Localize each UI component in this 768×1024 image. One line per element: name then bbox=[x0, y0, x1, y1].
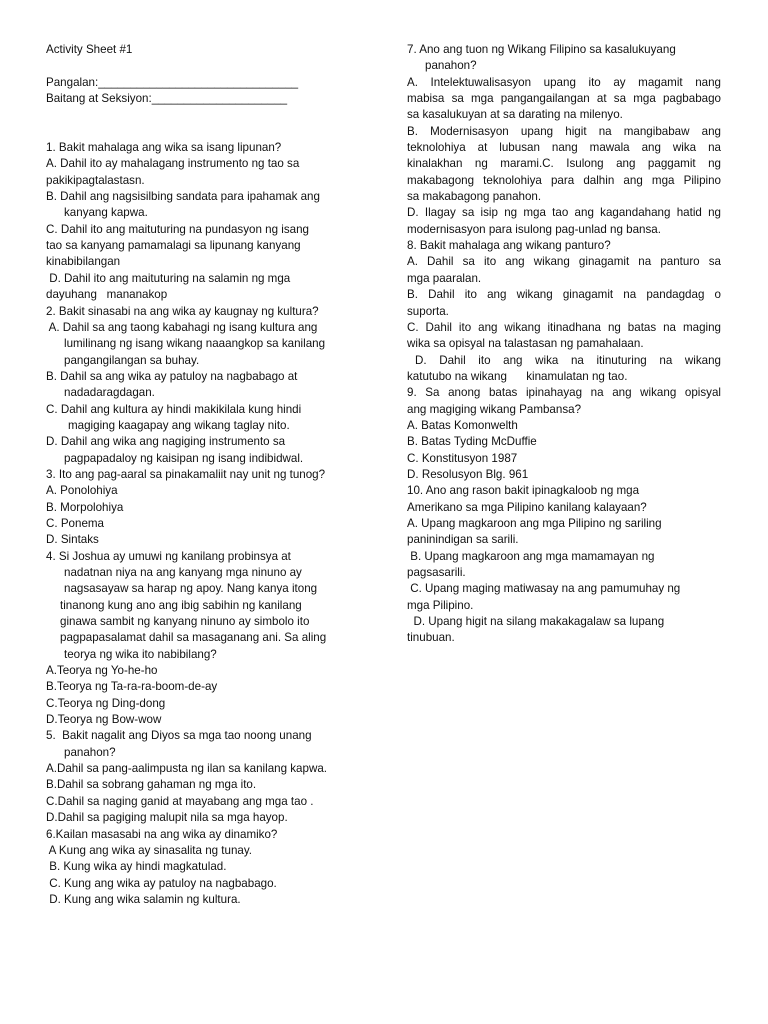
question-10-choice-d: D. Upang higit na silang makakagalaw sa lupang bbox=[407, 615, 665, 629]
question-7-choice-d: D. Ilagay sa isip ng mga tao ang kagandahang hatid ng bbox=[407, 206, 721, 220]
question-2-choice-c: C. Dahil ang kultura ay hindi makikilala kung hindi bbox=[46, 402, 302, 416]
question-4-prompt-cont4: ginawa sambit ng kanyang ninuno ay simbolo ito bbox=[60, 615, 310, 629]
question-2-choice-d: D. Dahil ang wika ang nagiging instrumento sa bbox=[46, 435, 286, 449]
question-10-choice-d-cont: tinubuan. bbox=[407, 631, 455, 645]
question-10 bbox=[407, 483, 721, 646]
question-1-choice-d: D. Dahil ito ang maituturing na salamin ng mga bbox=[46, 271, 291, 285]
question-9-choice-b: B. Batas Tyding McDuffie bbox=[407, 435, 537, 449]
question-10-prompt-cont: Amerikano sa mga Pilipino kanilang kalayaan? bbox=[407, 500, 647, 514]
question-4-prompt-cont2: nagsasayaw sa harap ng apoy. Nang kanya itong bbox=[64, 582, 318, 596]
question-4-prompt-cont6: teorya ng wika ito nabibilang? bbox=[64, 647, 217, 661]
question-7-choice-c-cont2: sa makabagong panahon. bbox=[407, 190, 542, 204]
question-10-choice-a: A. Upang magkaroon ang mga Pilipino ng sariling bbox=[407, 516, 662, 530]
question-2-prompt: 2. Bakit sinasabi na ang wika ay kaugnay ng kultura? bbox=[46, 304, 319, 318]
question-5-prompt-cont: panahon? bbox=[64, 745, 116, 759]
question-7-choice-d-cont: modernisasyon para isulong pag-unlad ng bansa. bbox=[407, 222, 661, 236]
question-2 bbox=[46, 304, 364, 467]
question-2-choice-b: B. Dahil sa ang wika ay patuloy na nagbabago at bbox=[46, 369, 298, 383]
question-9-prompt-cont: ang magiging wikang Pambansa? bbox=[407, 402, 582, 416]
question-7-choice-c-cont: makabagong teknolohiya para dalhin ang mga Pilipino bbox=[407, 173, 721, 187]
question-10-choice-c: C. Upang maging matiwasay na ang pamumuhay ng bbox=[407, 582, 681, 596]
question-9-prompt: 9. Sa anong batas ipinahayag na ang wikang opisyal bbox=[407, 386, 721, 400]
question-1-choice-b: B. Dahil ang nagsisilbing sandata para ipahamak ang bbox=[46, 190, 320, 204]
question-7-choice-b-cont: teknolohiya at lubusan nang mawala ang wika na bbox=[407, 141, 721, 155]
question-7-choice-b: B. Modernisasyon upang higit na mangibabaw ang bbox=[407, 124, 721, 138]
question-3-choice-d: D. Sintaks bbox=[46, 533, 99, 547]
question-7-choice-b-cont2: kinalakhan ng marami.C. Isulong ang paggamit ng bbox=[407, 157, 721, 171]
section-field-label: Baitang at Seksiyon:_____________________ bbox=[46, 92, 288, 106]
question-10-choice-a-cont: paninindigan sa sarili. bbox=[407, 533, 519, 547]
question-10-choice-c-cont: mga Pilipino. bbox=[407, 598, 474, 612]
question-9-choice-c: C. Konstitusyon 1987 bbox=[407, 451, 518, 465]
question-3-choice-a: A. Ponolohiya bbox=[46, 484, 118, 498]
question-8-choice-b: B. Dahil ito ang wikang ginagamit na pandagdag o bbox=[407, 288, 721, 302]
question-8-choice-a-cont: mga paaralan. bbox=[407, 271, 482, 285]
question-3-choice-b: B. Morpolohiya bbox=[46, 500, 124, 514]
question-4-prompt: 4. Si Joshua ay umuwi ng kanilang probinsya at bbox=[46, 549, 291, 563]
question-1 bbox=[46, 140, 364, 303]
question-1-prompt: 1. Bakit mahalaga ang wika sa isang lipunan? bbox=[46, 141, 282, 155]
question-1-choice-c: C. Dahil ito ang maituturing na pundasyon ng isang bbox=[46, 222, 309, 236]
question-8 bbox=[407, 238, 721, 385]
question-4-choice-b: B.Teorya ng Ta-ra-ra-boom-de-ay bbox=[46, 680, 218, 694]
question-4-prompt-cont5: pagpapasalamat dahil sa masaganang ani. Sa aling bbox=[60, 631, 327, 645]
question-1-choice-a: A. Dahil ito ay mahalagang instrumento ng tao sa bbox=[46, 157, 300, 171]
left-column bbox=[46, 42, 364, 908]
question-7-prompt: 7. Ano ang tuon ng Wikang Filipino sa kasalukuyang bbox=[407, 43, 676, 56]
question-3-prompt: 3. Ito ang pag-aaral sa pinakamaliit nay unit ng tunog? bbox=[46, 467, 326, 481]
question-4 bbox=[46, 549, 364, 729]
question-8-prompt: 8. Bakit mahalaga ang wikang panturo? bbox=[407, 239, 611, 253]
question-6-choice-b: B. Kung wika ay hindi magkatulad. bbox=[46, 860, 227, 874]
question-10-prompt: 10. Ano ang rason bakit ipinagkaloob ng mga bbox=[407, 484, 640, 498]
right-column bbox=[407, 42, 721, 647]
question-8-choice-b-cont: suporta. bbox=[407, 304, 449, 318]
question-5-choice-a: A.Dahil sa pang-aalimpusta ng ilan sa kanilang kapwa. bbox=[46, 762, 327, 776]
question-3-choice-c: C. Ponema bbox=[46, 516, 104, 530]
question-2-choice-a-cont2: pangangilangan sa buhay. bbox=[64, 353, 200, 367]
question-5-choice-b: B.Dahil sa sobrang gahaman ng mga ito. bbox=[46, 778, 257, 792]
question-10-choice-b-cont: pagsasarili. bbox=[407, 566, 466, 579]
question-7 bbox=[407, 42, 721, 238]
question-8-choice-d: D. Dahil ito ang wika na itinuturing na wikang bbox=[415, 353, 721, 367]
question-2-choice-c-cont: magiging kaagapay ang wikang taglay nito. bbox=[68, 418, 290, 432]
question-2-choice-a-cont: lumilinang ng isang wikang naaangkop sa kanilang bbox=[64, 337, 326, 351]
question-2-choice-d-cont: pagpapadaloy ng kaisipan ng isang indibidwal. bbox=[64, 451, 304, 465]
question-6-choice-a: A Kung ang wika ay sinasalita ng tunay. bbox=[46, 843, 253, 857]
question-2-choice-a: A. Dahil sa ang taong kabahagi ng isang kultura ang bbox=[46, 320, 318, 334]
question-4-choice-a: A.Teorya ng Yo-he-ho bbox=[46, 664, 158, 678]
question-5 bbox=[46, 728, 364, 826]
question-1-choice-c-cont2: kinabibilangan bbox=[46, 255, 121, 269]
question-8-choice-d-cont: katutubo na wikang kinamulatan ng tao. bbox=[407, 369, 628, 383]
question-5-prompt: 5. Bakit nagalit ang Diyos sa mga tao noong unang bbox=[46, 729, 312, 743]
question-3 bbox=[46, 467, 364, 549]
question-2-choice-b-cont: nadadaragdagan. bbox=[64, 386, 155, 400]
question-4-prompt-cont1: nadatnan niya na ang kanyang mga ninuno ay bbox=[64, 566, 302, 579]
question-4-prompt-cont3: tinanong kung ano ang ibig sabihin ng kanilang bbox=[60, 598, 302, 612]
question-8-choice-c: C. Dahil ito ang wikang itinadhana ng batas na maging bbox=[407, 320, 721, 334]
question-1-choice-d-cont: dayuhang mananakop bbox=[46, 288, 168, 302]
question-7-prompt-cont: panahon? bbox=[425, 59, 477, 73]
question-8-choice-a: A. Dahil sa ito ang wikang ginagamit na panturo sa bbox=[407, 255, 721, 269]
question-10-choice-b: B. Upang magkaroon ang mga mamamayan ng bbox=[407, 549, 655, 563]
question-1-choice-b-cont: kanyang kapwa. bbox=[64, 206, 148, 220]
question-7-choice-a-cont2: sa kasalukuyan at sa darating na milenyo. bbox=[407, 108, 623, 122]
question-4-choice-d: D.Teorya ng Bow-wow bbox=[46, 713, 162, 727]
question-9 bbox=[407, 385, 721, 483]
question-6-prompt: 6.Kailan masasabi na ang wika ay dinamiko? bbox=[46, 827, 278, 841]
question-4-choice-c: C.Teorya ng Ding-dong bbox=[46, 696, 166, 710]
question-1-choice-a-cont: pakikipagtalastasn. bbox=[46, 173, 145, 187]
question-7-choice-a-cont: mabisa sa mga pangangailangan at sa mga pagbabago bbox=[407, 92, 721, 106]
question-5-choice-d: D.Dahil sa pagiging malupit nila sa mga hayop. bbox=[46, 811, 288, 825]
question-5-choice-c: C.Dahil sa naging ganid at mayabang ang mga tao . bbox=[46, 794, 314, 808]
question-9-choice-d: D. Resolusyon Blg. 961 bbox=[407, 467, 529, 481]
sheet-title: Activity Sheet #1 bbox=[46, 43, 133, 56]
name-field-label: Pangalan:_______________________________ bbox=[46, 75, 299, 89]
question-6 bbox=[46, 827, 364, 909]
question-7-choice-a: A. Intelektuwalisasyon upang ito ay magamit nang bbox=[407, 75, 721, 89]
question-6-choice-c: C. Kung ang wika ay patuloy na nagbabago. bbox=[46, 876, 277, 890]
question-8-choice-c-cont: wika sa opisyal na talastasan ng pamahalaan. bbox=[407, 337, 644, 351]
question-9-choice-a: A. Batas Komonwelth bbox=[407, 418, 518, 432]
question-6-choice-d: D. Kung ang wika salamin ng kultura. bbox=[46, 892, 241, 906]
question-1-choice-c-cont: tao sa kanyang pamamalagi sa lipunang kanyang bbox=[46, 239, 301, 253]
